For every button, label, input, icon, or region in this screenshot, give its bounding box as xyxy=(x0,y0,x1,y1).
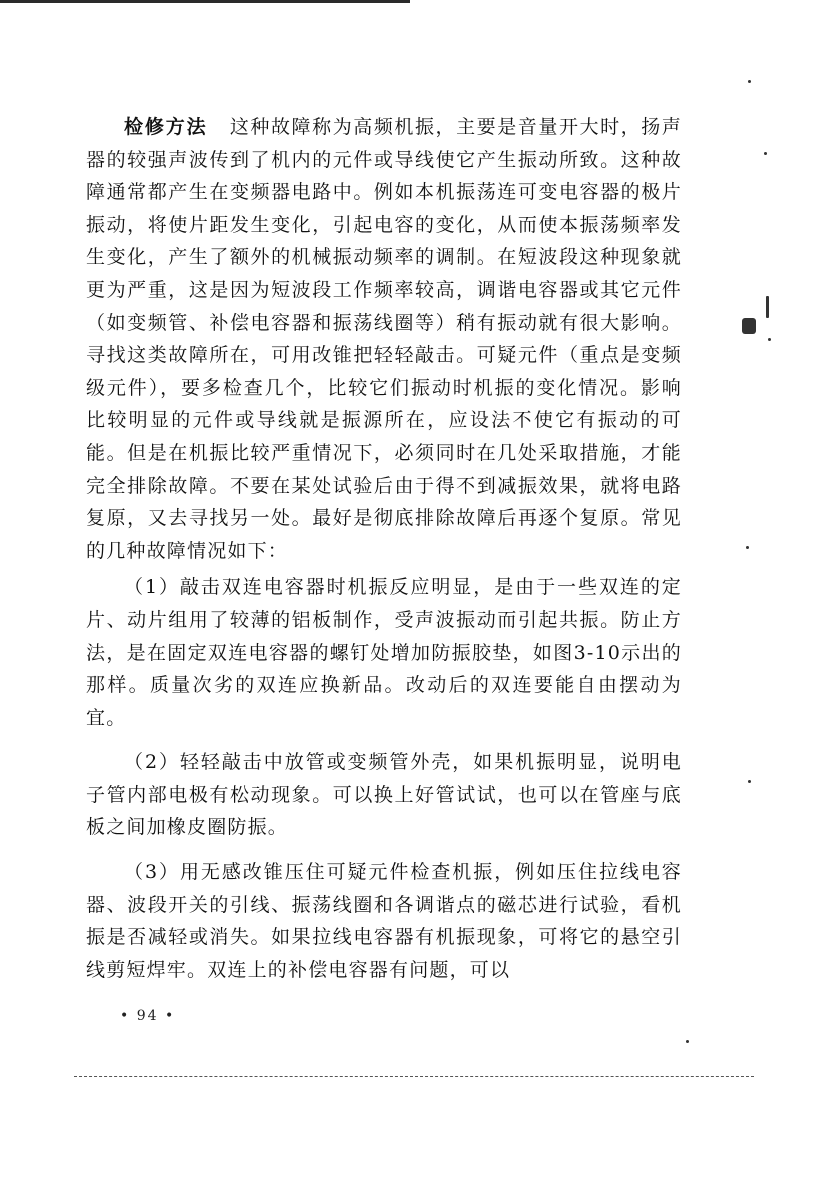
page-number: • 94 • xyxy=(120,1008,176,1024)
paragraph-method xyxy=(86,111,682,567)
scan-speck xyxy=(748,80,751,83)
scan-speck xyxy=(766,296,769,318)
page-body xyxy=(86,111,682,998)
scan-speck xyxy=(746,546,749,549)
paragraph-text: 这种故障称为高频机振，主要是音量开大时，扬声器的较强声波传到了机内的元件或导线使它产生振动所致。这种故障通常都产生在变频器电路中。例如本机振荡连可变电容器的极片振动，将使片距发生变化，引起电容的变化，从而使本振荡频率发生变化，产生了额外的机械振动频率的调制。在短波段这种现象就更为严重，这是因为短波段工作频率较高，调谐电容器或其它元件（如变频管、补偿电容器和振荡线圈等）稍有振动就有很大影响。寻找这类故障所在，可用改锥把轻轻敲击。可疑元件（重点是变频级元件），要多检查几个，比较它们振动时机振的变化情况。影响比较明显的元件或导线就是振源所在，应设法不使它有振动的可能。但是在机振比较严重情况下，必须同时在几处采取措施，才能完全排除故障。不要在某处试验后由于得不到减振效果，就将电路复原，又去寻找另一处。最好是彻底排除故障后再逐个复原。常见的几种故障情况如下： xyxy=(86,116,682,562)
paragraph-item-3: （3）用无感改锥压住可疑元件检查机振，例如压住拉线电容器、波段开关的引线、振荡线圈和各调谐点的磁芯进行试验，看机振是否减轻或消失。如果拉线电容器有机振现象，可将它的悬空引线剪短焊牢。双连上的补偿电容器有问题，可以 xyxy=(86,861,682,981)
top-edge-rule xyxy=(0,0,410,3)
scan-speck xyxy=(742,318,756,334)
section-lead-title: 检修方法 xyxy=(124,116,208,138)
scan-speck xyxy=(748,780,751,783)
scan-speck xyxy=(686,1040,689,1043)
paragraph-item-1: （1）敲击双连电容器时机振反应明显，是由于一些双连的定片、动片组用了较薄的铝板制作，受声波振动而引起共振。防止方法，是在固定双连电容器的螺钉处增加防振胶垫，如图3-10示出的那样。质量次劣的双连应换新品。改动后的双连要能自由摆动为宜。 xyxy=(86,576,682,729)
bottom-dashed-rule xyxy=(74,1076,754,1077)
paragraph-item-2: （2）轻轻敲击中放管或变频管外壳，如果机振明显，说明电子管内部电极有松动现象。可以换上好管试试，也可以在管座与底板之间加橡皮圈防振。 xyxy=(86,751,682,839)
scan-speck xyxy=(764,152,767,155)
scan-speck xyxy=(768,338,771,341)
